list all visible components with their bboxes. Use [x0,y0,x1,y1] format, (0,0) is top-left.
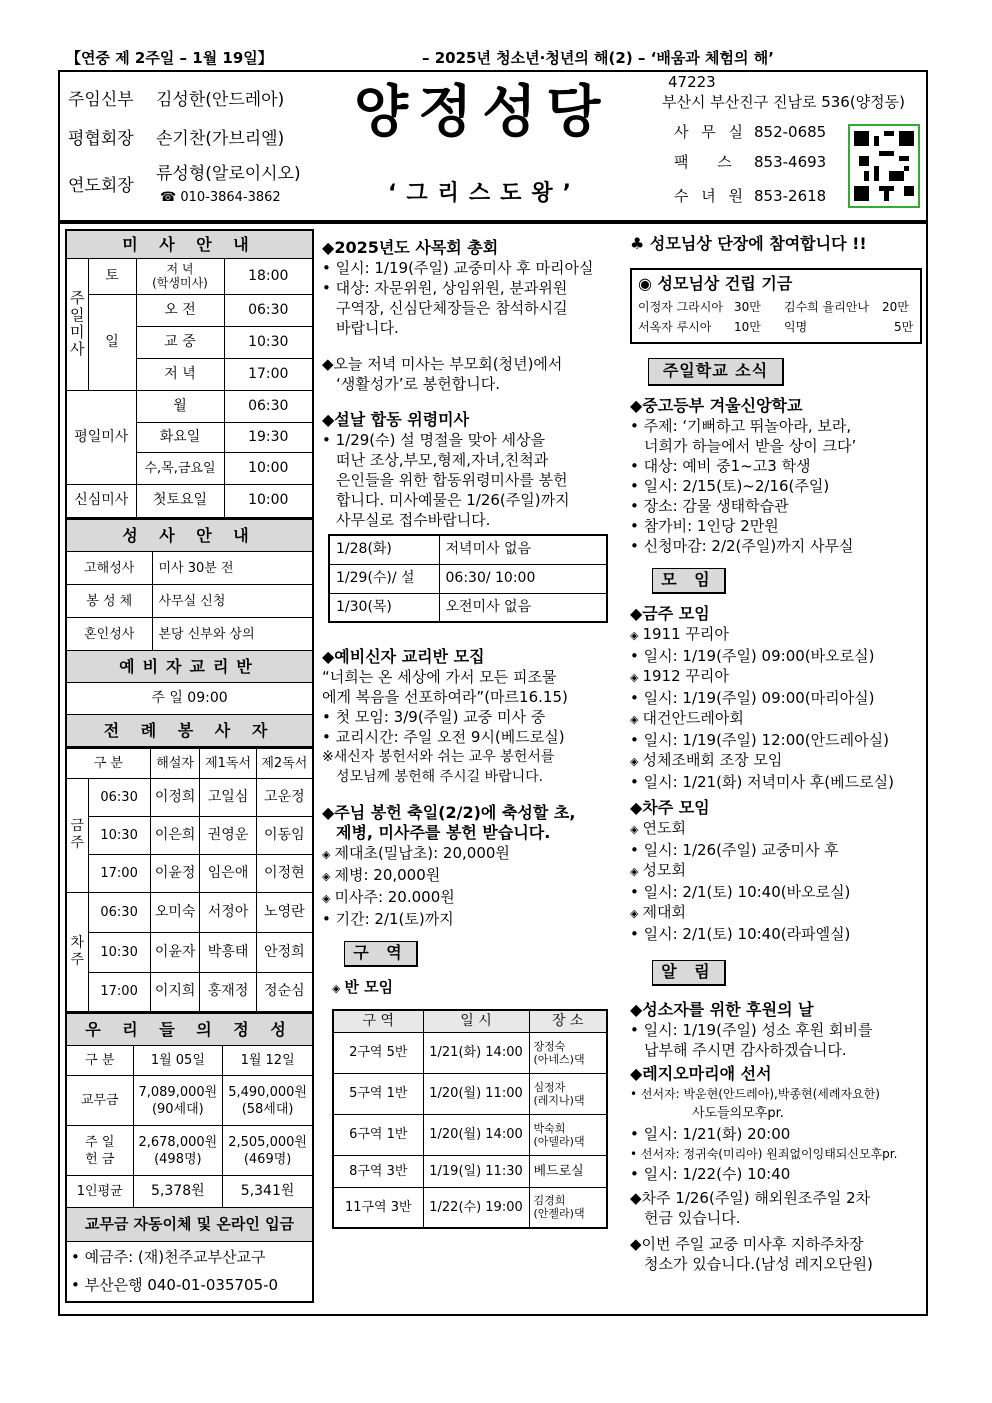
text-line: • 신청마감: 2/2(주일)까지 사무실 [630,537,854,555]
zone-title: 구 역 [344,941,418,967]
catechism-time: 주 일 09:00 [66,683,313,715]
text-line: ◈ 대건안드레아회 [630,708,922,730]
bank-account: • 부산은행 040-01-035705-0 [71,1276,279,1295]
text-line: • 대상: 자문위원, 상임위원, 분과위원 [322,279,568,297]
text-line: 구역장, 신심단체장들은 참석하시길 [336,299,568,317]
catechumen-title: ◆예비신자 교리반 모집 [322,647,485,666]
server-time: 06:30 [88,778,150,816]
text-line: “너희는 온 세상에 가서 모든 피조물 [322,668,557,686]
text-line: 너희가 하늘에서 받을 상이 크다’ [644,437,857,455]
text-line: 은인들을 위한 합동위령미사를 봉헌 [336,471,568,489]
sacrament-value: 본당 신부와 상의 [152,618,313,651]
text-line: • 대상: 예비 중1~고3 학생 [630,457,811,475]
zone-place: 김경희 (안젤라)댁 [529,1187,607,1228]
servers-header: 해설자 [150,748,200,778]
text-line: • 일시: 2/1(토) 10:40(바오로실) [630,883,851,901]
text-line: 납부해 주시면 감사하겠습니다. [644,1041,847,1059]
text-line: • 일시: 1/19(주일) 교중미사 후 마리아실 [322,259,594,277]
presentation-title: ◆주님 봉헌 축일(2/2)에 축성할 초, [322,803,576,822]
qr-code-icon[interactable] [848,124,920,208]
sat-mass-label: 저 녁 (학생미사) [136,258,224,294]
server-name: 이지희 [150,972,200,1012]
server-name: 임은애 [200,854,256,892]
legio-title: ◆레지오마리애 선서 [630,1064,772,1083]
fund-title: ◉ 성모님상 건립 기금 [638,274,793,293]
servers-header: 제1독서 [200,748,256,778]
convent-label: 수 녀 원 [674,187,748,205]
text-line: ◈ 제대회 [630,902,922,924]
sunday-school-title: 주일학교 소식 [648,358,784,386]
council-label: 평협회장 [68,129,134,149]
text-line: 에게 복음을 선포하여라”(마르16.15) [322,688,568,706]
sacrament-title: 성 사 안 내 [66,520,313,552]
winter-camp-title: ◆중고등부 겨울신앙학교 [630,396,803,415]
sacrament-value: 미사 30분 전 [152,552,313,585]
meetings-title: 모 임 [652,568,726,594]
motto: ‘그리스도왕’ [388,181,581,206]
donation: 5만 [894,320,914,334]
text-line: 성모님께 봉헌해 주시길 바랍니다. [336,769,544,785]
weekday-mass-label: 평일미사 [66,390,136,484]
server-name: 정순심 [256,972,313,1012]
text-line: 바랍니다. [336,319,399,337]
text-line: ◈ 1912 꾸리아 [630,666,922,688]
statue-title: ♣ 성모님상 단장에 참여합니다 !! [630,234,867,253]
text-line: 사도들의모후pr. [692,1106,784,1121]
this-week-meetings: ◆금주 모임 [630,604,710,623]
server-name: 권영운 [200,816,256,854]
text-line: ◈ 제병: 20,000원 [322,865,622,887]
sacrament-key: 봉 성 체 [66,585,152,618]
zone-name: 5구역 1반 [333,1073,423,1114]
mass-row-label: 오 전 [136,294,224,326]
text-line: • 일시: 1/19(주일) 12:00(안드레아실) [630,731,889,749]
text-line: 합니다. 미사예물은 1/26(주일)까지 [336,491,570,509]
sacrament-value: 사무실 신청 [152,585,313,618]
server-name: 안정희 [256,932,313,972]
text-line: ◈ 성모회 [630,860,922,882]
office-label: 사 무 실 [674,123,748,141]
top-bar [62,48,926,70]
address: 부산시 부산진구 진남로 536(양정동) [662,93,906,111]
catechism-title: 예비자교리반 [66,651,313,683]
servers-table [65,748,314,1014]
mass-row-time: 10:30 [224,326,313,358]
youth-phone: ☎ 010-3864-3862 [160,190,281,205]
text-line: • 1/29(수) 설 명절을 맞아 세상을 [322,431,545,449]
holiday-mass-table [328,534,608,623]
offering-table [65,1013,314,1303]
week-label: 【연중 제 2주일 – 1월 19일】 [66,49,273,67]
zone-header: 일 시 [423,1010,529,1032]
offering-count: (90세대) [151,1101,204,1117]
donor: 김수희 율리안나 [784,300,869,314]
holiday-date: 1/28(화) [329,535,439,564]
text-line: ◆차주 1/26(주일) 해외원조주일 2차 [630,1189,871,1207]
server-name: 서정아 [200,892,256,932]
sacrament-key: 고해성사 [66,552,152,585]
server-time: 10:30 [88,816,150,854]
weekday-label: 화요일 [136,422,224,452]
text-line: • 첫 모임: 3/9(주일) 교중 미사 중 [322,708,546,726]
server-name: 박흥태 [200,932,256,972]
zone-header: 구 역 [333,1010,423,1032]
server-name: 고일심 [200,778,256,816]
offering-key: 교무금 [66,1076,133,1126]
mass-row-time: 06:30 [224,294,313,326]
avg-label: 1인평균 [66,1176,133,1208]
server-name: 이정희 [150,778,200,816]
zone-time: 1/22(수) 19:00 [423,1187,529,1228]
server-name: 이은희 [150,816,200,854]
text-line: ◈ 연도회 [630,818,922,840]
sacrament-table [65,519,314,748]
mass-title: 미 사 안 내 [66,230,313,258]
zone-place: 베드로실 [529,1155,607,1187]
text-line: • 기간: 2/1(토)까지 [322,910,454,928]
fax-number: 853-4693 [754,153,827,171]
text-line: ◈ 미사주: 20.000원 [322,887,622,909]
zone-name: 11구역 3반 [333,1187,423,1228]
holiday-date: 1/29(수)/ 설 [329,564,439,593]
memorial-mass-title: ◆설날 합동 위령미사 [322,410,470,429]
text-line: • 참가비: 1인당 2만원 [630,517,779,535]
statue-fund-box [630,268,922,344]
zone-time: 1/20(월) 14:00 [423,1114,529,1155]
saturday-label: 토 [88,258,136,294]
text-line: • 일시: 2/15(토)~2/16(주일) [630,477,830,495]
donor: 이정자 그라시아 [638,300,723,314]
mass-row-time: 17:00 [224,358,313,390]
left-column [65,229,314,1303]
avg-value: 5,341원 [223,1176,313,1208]
vocation-day-title: ◆성소자를 위한 후원의 날 [630,1000,814,1019]
sacrament-key: 혼인성사 [66,618,152,651]
text-line: ◈ 성체조배회 조장 모임 [630,750,922,772]
donor: 익명 [784,320,808,334]
text-line: ‘생활성가’로 봉헌합니다. [336,375,500,393]
weekday-time: 06:30 [224,390,313,422]
zone-name: 8구역 3반 [333,1155,423,1187]
text-line: ◈ 제대초(밀납초): 20,000원 [322,843,622,865]
donor: 서옥자 루시아 [638,320,712,334]
offering-header: 1월 05일 [133,1046,223,1076]
text-line: • 일시: 1/26(주일) 교중미사 후 [630,841,839,859]
masthead [58,70,928,222]
account-holder: • 예금주: (재)천주교부산교구 [71,1248,266,1267]
server-time: 10:30 [88,932,150,972]
servers-header: 구 분 [66,748,150,778]
next-week-label: 차주 [66,892,88,1012]
mass-schedule [65,229,314,519]
server-name: 고운정 [256,778,313,816]
text-line: • 일시: 1/19(주일) 09:00(마리아실) [630,689,875,707]
zone-time: 1/20(월) 11:00 [423,1073,529,1114]
notice-title: 알 림 [652,960,726,986]
devotion-day: 첫토요일 [136,484,224,518]
offering-amount: 7,089,000원 [138,1084,218,1100]
donation: 20만 [882,300,909,314]
offering-key: 주 일 헌 금 [66,1126,133,1176]
server-time: 17:00 [88,854,150,892]
mass-row-label: 교 중 [136,326,224,358]
offering-header: 1월 12일 [223,1046,313,1076]
text-line: ※새신자 봉헌서와 쉬는 교우 봉헌서를 [322,749,555,765]
server-name: 오미숙 [150,892,200,932]
pastor-label: 주임신부 [68,90,134,110]
devotion-time: 10:00 [224,484,313,518]
weekday-time: 19:30 [224,422,313,452]
text-line: 사무실로 접수바랍니다. [336,511,491,529]
weekday-label: 수,목,금요일 [136,452,224,484]
weekday-time: 10:00 [224,452,313,484]
devotion-mass-label: 신심미사 [66,484,136,518]
text-line: 떠난 조상,부모,형제,자녀,친척과 [336,451,549,469]
year-theme: – 2025년 청소년·청년의 해(2) – ‘배움과 체험의 해’ [422,49,774,67]
server-name: 이동임 [256,816,313,854]
next-week-meetings: ◆차주 모임 [630,798,710,817]
server-name: 노영란 [256,892,313,932]
text-line: ◆이번 주일 교중 미사후 지하주차장 [630,1235,864,1253]
text-line: • 일시: 1/22(수) 10:40 [630,1165,791,1183]
offering-count: (469명) [243,1151,292,1167]
text-line: • 주제: ‘기뻐하고 뛰놀아라, 보라, [630,417,852,435]
zone-time: 1/21(화) 14:00 [423,1032,529,1073]
server-name: 이정현 [256,854,313,892]
right-column [630,234,922,1274]
server-time: 17:00 [88,972,150,1012]
offering-amount: 2,678,000원 [138,1134,218,1150]
zone-name: 2구역 5반 [333,1032,423,1073]
general-meeting-title-text: 2025년도 사목회 총회 [334,238,499,257]
zone-time: 1/19(일) 11:30 [423,1155,529,1187]
text-line: • 선서자: 정귀숙(미리아) 원죄없이잉태되신모후pr. [630,1147,898,1161]
general-meeting-title: ◆2025년도 사목회 총회 [322,238,499,257]
avg-value: 5,378원 [133,1176,223,1208]
zone-place: 장정숙 (아네스)댁 [529,1032,607,1073]
church-name: 양정성당 [354,79,611,145]
zone-table [332,1009,608,1229]
convent-phone: 853-2618 [754,187,827,205]
text-line: • 선서자: 박운현(안드레아),박종현(세례자요한) [630,1087,880,1101]
text-line: ◈ 1911 꾸리아 [630,624,922,646]
text-line: • 일시: 1/19(주일) 성소 후원 회비를 [630,1021,873,1039]
youth-label: 연도회장 [68,176,134,196]
server-name: 홍재정 [200,972,256,1012]
offering-amount: 2,505,000원 [228,1134,307,1150]
zone-place: 박숙희 (아델라)댁 [529,1114,607,1155]
zone-subtitle: ◈ 반 모임 [332,977,622,999]
weekday-label: 월 [136,390,224,422]
text-line: • 장소: 감물 생태학습관 [630,497,789,515]
pastor-name: 김성한(안드레아) [156,90,285,110]
server-time: 06:30 [88,892,150,932]
text-line: • 일시: 2/1(토) 10:40(라파엘실) [630,925,851,943]
office-phone: 852-0685 [754,123,827,141]
holiday-mass: 06:30/ 10:00 [439,564,607,593]
text-line: ◆오늘 저녁 미사는 부모회(청년)에서 [322,355,563,373]
donation: 30만 [734,300,761,314]
text-line: 헌금 있습니다. [644,1209,741,1227]
server-name: 이윤자 [150,932,200,972]
server-name: 이윤정 [150,854,200,892]
council-name: 손기찬(가브리엘) [156,129,285,149]
auto-transfer-title: 교무금 자동이체 및 온라인 입금 [66,1208,313,1242]
holiday-mass: 오전미사 없음 [439,593,607,622]
zone-name: 6구역 1반 [333,1114,423,1155]
zone-place: 심정자 (레지나)댁 [529,1073,607,1114]
offering-header: 구 분 [66,1046,133,1076]
this-week-label: 금주 [66,778,88,892]
servers-header: 제2독서 [256,748,313,778]
zone-header: 장 소 [529,1010,607,1032]
servers-title: 전 례 봉 사 자 [66,715,313,747]
sunday-mass-label: 주일미사 [66,258,88,390]
sat-mass-time: 18:00 [224,258,313,294]
middle-column [322,238,622,1229]
offering-amount: 5,490,000원 [228,1084,307,1100]
text-line: • 교리시간: 주일 오전 9시(베드로실) [322,728,565,746]
fax-label: 팩 스 [674,153,732,171]
holiday-mass: 저녁미사 없음 [439,535,607,564]
text-line: • 일시: 1/19(주일) 09:00(바오로실) [630,647,875,665]
sunday-label: 일 [88,294,136,390]
text-line: • 일시: 1/21(화) 20:00 [630,1125,791,1143]
holiday-date: 1/30(목) [329,593,439,622]
mass-row-label: 저 녁 [136,358,224,390]
offering-title: 우 리 들 의 정 성 [66,1014,313,1046]
text-line: • 일시: 1/21(화) 저녁미사 후(베드로실) [630,773,894,791]
offering-count: (58세대) [241,1101,294,1117]
youth-name: 류성형(알로이시오) [156,164,301,184]
text-line: 청소가 있습니다.(남성 레지오단원) [644,1255,873,1273]
presentation-title-2: 제병, 미사주를 봉헌 받습니다. [336,823,551,842]
donation: 10만 [734,320,761,334]
zip-code: 47223 [668,73,716,91]
offering-count: (498명) [154,1151,202,1167]
